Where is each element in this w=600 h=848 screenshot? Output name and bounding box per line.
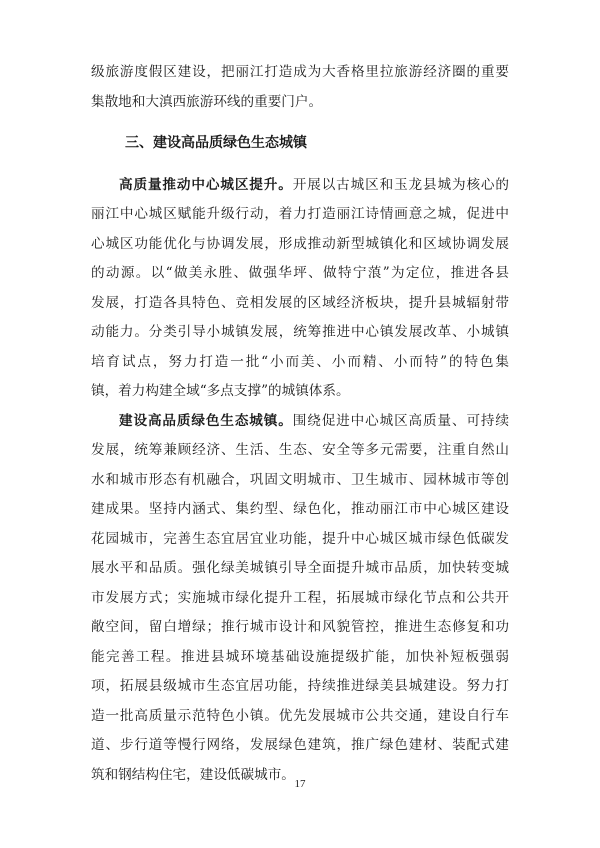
section-heading: 三、建设高品质绿色生态城镇 (125, 135, 307, 151)
paragraph-lead: 建设高品质绿色生态城镇。 (119, 412, 293, 429)
page-number: 17 (294, 778, 306, 790)
text-line: 能完善工程。推进县城环境基础设施提级扩能，加快补短板强弱 (91, 648, 509, 665)
text-line: 的动源。以“做美永胜、做强华坪、做特宁蒗”为定位，推进各县 (91, 265, 509, 281)
text-line: 筑和钢结构住宅，建设低碳城市。 (91, 766, 295, 783)
text-line: 集散地和大滇西旅游环线的重要门户。 (91, 93, 323, 110)
paragraph-text: 围绕促进中心城区高质量、可持续 (292, 412, 510, 429)
paragraph-text: 开展以古城区和玉龙县城为核心的 (292, 176, 510, 193)
text-line: 发展，打造各具特色、竞相发展的区域经济板块，提升县城辐射带 (91, 294, 509, 311)
text-line: 级旅游度假区建设，把丽江打造成为大香格里拉旅游经济圈的重要 (91, 64, 509, 80)
text-line: 水和城市形态有机融合，巩固文明城市、卫生城市、园林城市等创 (91, 471, 509, 488)
text-line: 造一批高质量示范特色小镇。优先发展城市公共交通，建设自行车 (91, 707, 509, 724)
text-line: 市发展方式；实施城市绿化提升工程，拓展城市绿化节点和公共开 (91, 589, 509, 606)
text-line: 道、步行道等慢行网络，发展绿色建筑，推广绿色建材、装配式建 (91, 737, 509, 753)
text-line: 动能力。分类引导小城镇发展，统筹推进中心镇发展改革、小城镇 (91, 324, 509, 340)
text-line: 花园城市，完善生态宜居宜业功能，提升中心城区城市绿色低碳发 (91, 530, 509, 547)
text-line: 发展，统筹兼顾经济、生活、生态、安全等多元需要，注重自然山 (91, 442, 509, 458)
text-line: 镇，着力构建全域“多点支撑”的城镇体系。 (91, 383, 350, 399)
text-line: 丽江中心城区赋能升级行动，着力打造丽江诗情画意之城，促进中 (91, 206, 509, 222)
text-line: 建成果。坚持内涵式、集约型、绿色化，推动丽江市中心城区建设 (91, 501, 509, 517)
text-line: 项，拓展县级城市生态宜居功能，持续推进绿美县城建设。努力打 (91, 678, 509, 694)
paragraph-first-line (91, 171, 509, 201)
paragraph-first-line (91, 407, 509, 437)
text-line: 心城区功能优化与协调发展，形成推动新型城镇化和区域协调发展 (91, 235, 509, 252)
text-line: 敞空间，留白增绿；推行城市设计和风貌管控，推进生态修复和功 (91, 619, 509, 635)
paragraph-lead: 高质量推动中心城区提升。 (119, 176, 293, 193)
text-line: 展水平和品质。强化绿美城镇引导全面提升城市品质，加快转变城 (91, 560, 509, 576)
text-line: 培育试点，努力打造一批“小而美、小而精、小而特”的特色集 (91, 353, 509, 370)
document-body (91, 58, 509, 790)
